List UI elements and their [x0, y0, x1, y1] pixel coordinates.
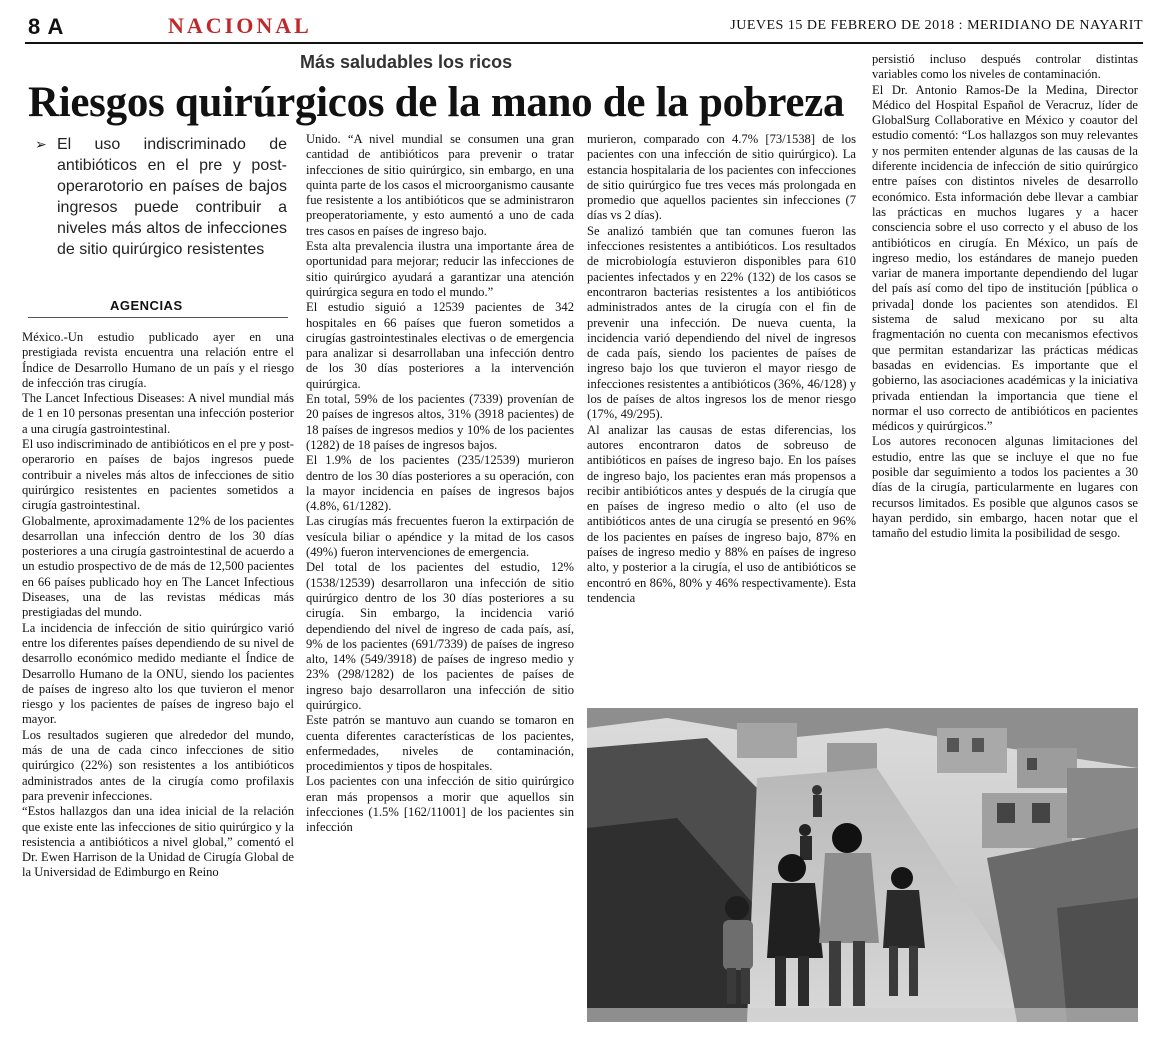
children-walking-hillside-photo-icon [587, 708, 1138, 1022]
paragraph: El estudio siguió a 12539 pacientes de 342 hospitales en 66 países que fueron sometidos a cirugías gastrointestinales electivas o de emergencia para analizar si desarrollaban una infección dentro de los 30 días posteriores a la intervención quirúrgica. [306, 300, 574, 391]
article-column-1 [22, 330, 294, 881]
paragraph: Los resultados sugieren que alrededor del mundo, más de una de cada cinco infecciones de sitio quirúrgico (22%) son resistentes a los antibióticos administrados antes de la cirugía como profilaxis para prevenir infecciones. [22, 727, 294, 803]
article-summary [35, 134, 287, 260]
arrow-bullet-icon: ➢ [35, 136, 47, 152]
paragraph: Este patrón se mantuvo aun cuando se tomaron en cuenta diferentes características de los pacientes, enfermedades, niveles de contaminación, procedimientos y tipos de hospitales. [306, 713, 574, 774]
page-number: 8 A [28, 14, 65, 39]
paragraph: México.-Un estudio publicado ayer en una prestigiada revista encuentra una relación entre el Índice de Desarrollo Humano de un país y el riesgo de infección tras cirugía. [22, 330, 294, 390]
paragraph: “Estos hallazgos dan una idea inicial de la relación que existe ente las infecciones de sitio quirúrgico y la resistencia a antibióticos a nivel global,” comentó el Dr. Ewen Harrison de la Unidad de Cirugía Global de la Universidad de Edimburgo en Reino [22, 804, 294, 880]
paragraph: El uso indiscriminado de antibióticos en el pre y post-operarorio en países de bajos ingresos puede contribuir a niveles más altos de infecciones de sitio quirúrgico resistentes en pacientes sometidos a cirugía gastrointestinal. [22, 437, 294, 513]
paragraph: Esta alta prevalencia ilustra una importante área de oportunidad para mejorar; reducir las infecciones de sitio quirúrgico ayudará a garantizar una atención quirúrgica segura en todo el mundo.” [306, 239, 574, 299]
paragraph: Los autores reconocen algunas limitaciones del estudio, entre las que se incluye el que no fue posible dar seguimiento a todos los pacientes a 30 días de la cirugía, particularmente en lugares con recursos limitados. Es posible que algunos casos se hayan perdido, sin embargo, hacen notar que el tamaño del estudio limita la posibilidad de sesgo. [872, 434, 1138, 541]
article-kicker: Más saludables los ricos [300, 52, 513, 72]
article-photo [587, 708, 1138, 1022]
header-divider [25, 42, 1143, 44]
paragraph: El Dr. Antonio Ramos-De la Medina, Director Médico del Hospital Español de Veracruz, líder de GlobalSurg Collaborative en México y coautor del estudio comentó: “Los hallazgos son muy relevantes y nos permiten entender algunas de las causas de la diferente incidencia de infección de sitio quirúrgico entre países con distintos niveles de desarrollo económico. Esta información debe llevar a cambiar las prácticas en muchos lugares y a hacer consciencia sobre el uso correcto y el abuso de los antibióticos en cirugía. En México, un país de ingreso medio, los estándares de manejo pueden variar de manera importante dependiendo del lugar del país así como del tipo de institución [pública o privada] donde los pacientes son atendidos. El sistema de salud mexicano por su alta fragmentación no cuenta con mecanismos efectivos que permitan estandarizar las prácticas médicas basadas en evidencias. Es importante que el gobierno, las asociaciones académicas y la iniciativa privada entiendan la importancia que tiene el normar el uso correcto de antibióticos en pacientes médicos y quirúrgicos.” [872, 82, 1138, 434]
paragraph: murieron, comparado con 4.7% [73/1538] de los pacientes con una infección de sitio quirúrgico). La estancia hospitalaria de los pacientes con infecciones de sitio quirúrgico fue tres veces más prolongada en promedio que aquellos pacientes sin infecciones (7 días vs 2 días). [587, 132, 856, 223]
paragraph: La incidencia de infección de sitio quirúrgico varió entre los diferentes países dependiendo de su nivel de desarrollo económico medido mediante el Índice de Desarrollo Humano de la ONU, siendo los pacientes de países de ingreso alto los que tuvieron el menor riesgo y los pacientes de países de ingreso bajo el mayor. [22, 620, 294, 727]
paragraph: Globalmente, aproximadamente 12% de los pacientes desarrollan una infección dentro de los 30 días posteriores a una cirugía gastrointestinal de acuerdo a un estudio prospectivo de de más de 12,500 pacientes en 66 países publicado hoy en The Lancet Infectious Diseases, una de las revistas médicas más prestigiadas del mundo. [22, 513, 294, 620]
article-byline: AGENCIAS [110, 298, 183, 313]
paragraph: Las cirugías más frecuentes fueron la extirpación de vesícula biliar o apéndice y la mitad de los casos (49%) fueron intervenciones de emergencia. [306, 514, 574, 560]
paragraph: persistió incluso después controlar distintas variables como los niveles de contaminación. [872, 52, 1138, 82]
summary-text: El uso indiscriminado de antibióticos en el pre y post-operarotorio en países de bajos ingresos puede contribuir a niveles más altos de infecciones de sitio quirúrgico resistentes [57, 136, 287, 258]
byline-divider [28, 317, 288, 318]
paragraph: Unido. “A nivel mundial se consumen una gran cantidad de antibióticos para prevenir o tratar infecciones de sitio quirúrgico, sin embargo, en una quinta parte de los casos el microorganismo causante fue resistente a los antibióticos que se administraron preoperatoriamente, y esto aumentó a uno de cada tres casos en países de ingreso bajo. [306, 132, 574, 238]
paragraph: Del total de los pacientes del estudio, 12% (1538/12539) desarrollaron una infección de sitio quirúrgico dentro de los 30 días posteriores a su cirugía. Sin embargo, la incidencia varió dependiendo del nivel de ingreso de cada país, así, 9% de los pacientes (691/7339) de países de ingreso alto, 14% (549/3918) de países de ingreso medio y 23% (298/1282) de los pacientes de países de ingreso bajo desarrollaron una infección de sitio quirúrgico. [306, 560, 574, 712]
article-column-2 [306, 132, 574, 836]
paragraph: En total, 59% de los pacientes (7339) provenían de 20 países de ingresos altos, 31% (3918 pacientes) de 18 países de ingresos medios y 10% de los pacientes (1282) de 18 países de ingresos bajos. [306, 392, 574, 452]
paragraph: The Lancet Infectious Diseases: A nivel mundial más de 1 en 10 personas presentan una infección posterior a una cirugía gastrointestinal. [22, 391, 294, 436]
section-name: NACIONAL [168, 13, 312, 38]
paragraph: Se analizó también que tan comunes fueron las infecciones resistentes a antibióticos. Los resultados de microbiología estuvieron disponibles para 610 pacientes infectados y en 22% (132) de los casos se encontraron bacterias resistentes a los antibióticos administrados antes de la cirugía con el fin de prevenir una infección. De nueva cuenta, la incidencia varió dependiendo del nivel de ingresos de cada país, siendo los pacientes de países de ingreso bajo los que tuvieron el mayor riesgo de infecciones resistentes a antibióticos (36%, 46/128) y los de países de altos ingresos los de menor riesgo (17%, 49/295). [587, 223, 856, 422]
publication-date: JUEVES 15 DE FEBRERO DE 2018 : MERIDIANO DE NAYARIT [730, 18, 1143, 33]
article-column-4 [872, 52, 1138, 542]
article-column-3 [587, 132, 856, 606]
paragraph: El 1.9% de los pacientes (235/12539) murieron dentro de los 30 días posteriores a su operación, con la mayor incidencia en países de ingresos bajos (4.8%, 61/1282). [306, 453, 574, 514]
article-headline: Riesgos quirúrgicos de la mano de la pobreza [28, 79, 845, 126]
paragraph: Los pacientes con una infección de sitio quirúrgico eran más propensos a morir que aquellos sin infecciones (1.5% [162/11001] de los pacientes sin infección [306, 774, 574, 835]
paragraph: Al analizar las causas de estas diferencias, los autores encontraron datos de sobreuso de antibióticos en países de ingreso bajo. En los países de ingreso bajo, los pacientes eran más propensos a recibir antibióticos antes y después de la cirugía que en países de ingreso medio o alto (el uso de antibióticos antes de una cirugía se presentó en 96% de los pacientes en países de ingreso bajo, 87% en países de ingreso medio y 88% en países de ingreso alto, y posterior a la cirugía, el uso de antibióticos se encontró en 86%, 80% y 46% respectivamente). Esta tendencia [587, 422, 856, 605]
